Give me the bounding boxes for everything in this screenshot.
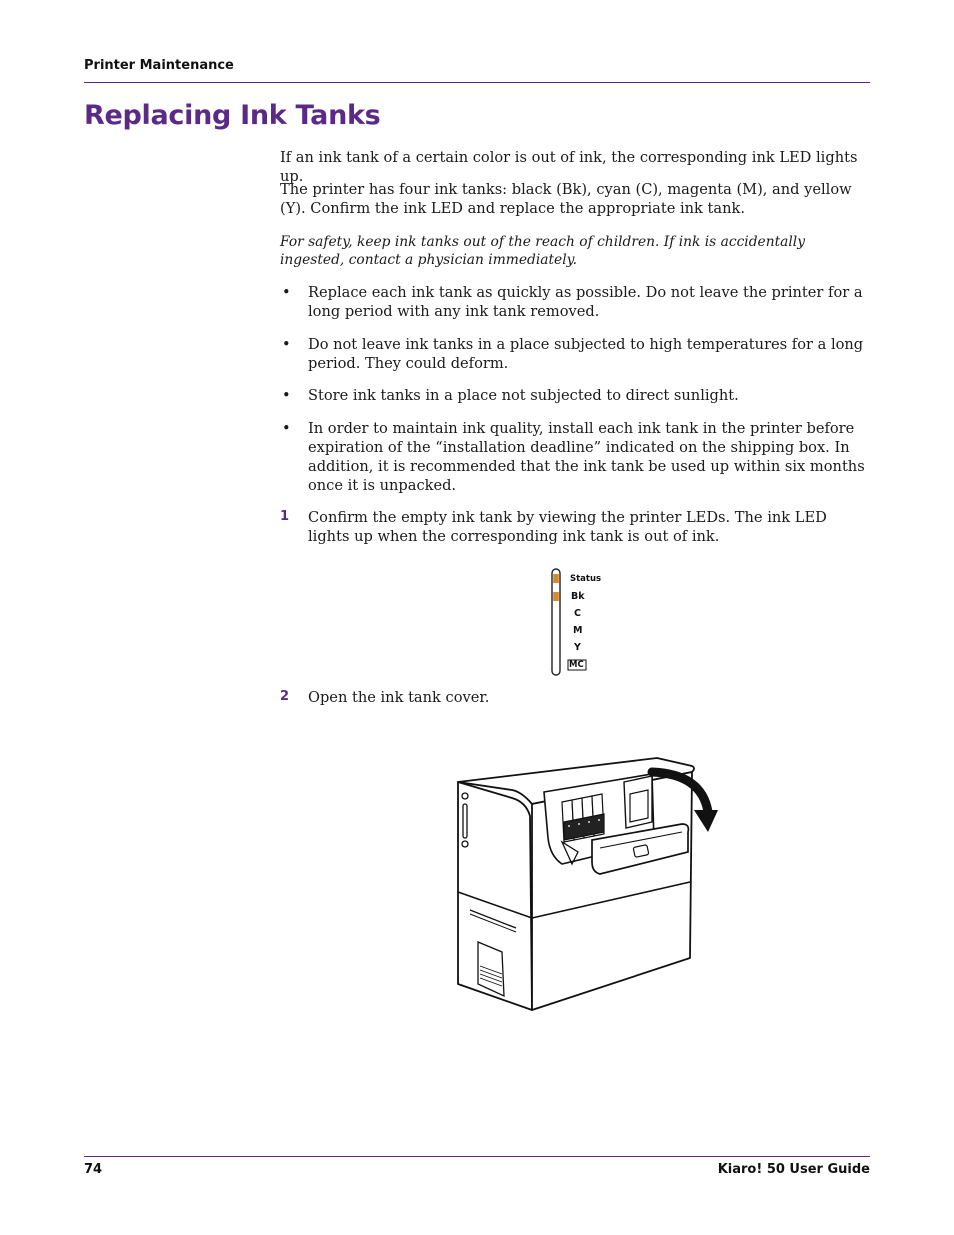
step-text: Confirm the empty ink tank by viewing the printer LEDs. The ink LED lights up when the corresponding ink tank is out of ink. [308, 509, 827, 545]
led-label-y: Y [574, 642, 581, 653]
footer-rule [84, 1156, 870, 1157]
bullet-text: Store ink tanks in a place not subjected to direct sunlight. [308, 387, 739, 404]
safety-caution: For safety, keep ink tanks out of the reach of children. If ink is accidentally ingested, contact a physician immediately. [280, 234, 805, 268]
bullet-icon: • [282, 420, 291, 437]
bullet-text: In order to maintain ink quality, install each ink tank in the printer before expiration of the “installation deadline” indicated on the shipping box. In addition, it is recommended that the ink tank be used up within six months once it is unpacked. [308, 420, 865, 494]
printer-open-cover-illustration [452, 752, 722, 1018]
bullet-text: Do not leave ink tanks in a place subjected to high temperatures for a long period. They could deform. [308, 336, 864, 372]
step-text: Open the ink tank cover. [308, 689, 490, 706]
bk-ink-led [553, 592, 559, 601]
status-led [553, 574, 559, 583]
step-number: 2 [280, 689, 290, 704]
header-rule [84, 82, 870, 83]
bullet-icon: • [282, 387, 291, 404]
page-number: 74 [84, 1162, 103, 1177]
led-label-status: Status [570, 574, 602, 584]
bullet-icon: • [282, 336, 291, 353]
bullet-text: Replace each ink tank as quickly as possible. Do not leave the printer for a long period with any ink tank removed. [308, 284, 863, 320]
running-header: Printer Maintenance [84, 58, 234, 73]
guide-title: Kiaro! 50 User Guide [717, 1162, 870, 1177]
led-label-m: M [573, 625, 583, 636]
led-label-bk: Bk [571, 591, 585, 602]
page-title: Replacing Ink Tanks [84, 100, 381, 131]
intro-paragraph-2: The printer has four ink tanks: black (Bk), cyan (C), magenta (M), and yellow (Y). Confirm the ink LED and replace the appropriate ink tank. [280, 181, 852, 217]
intro-paragraph-1: If an ink tank of a certain color is out of ink, the corresponding ink LED lights up. [280, 149, 858, 185]
step-number: 1 [280, 509, 290, 524]
led-panel-figure [548, 566, 608, 678]
led-label-c: C [574, 608, 581, 619]
bullet-icon: • [282, 284, 291, 301]
led-label-mc: MC [569, 660, 584, 670]
